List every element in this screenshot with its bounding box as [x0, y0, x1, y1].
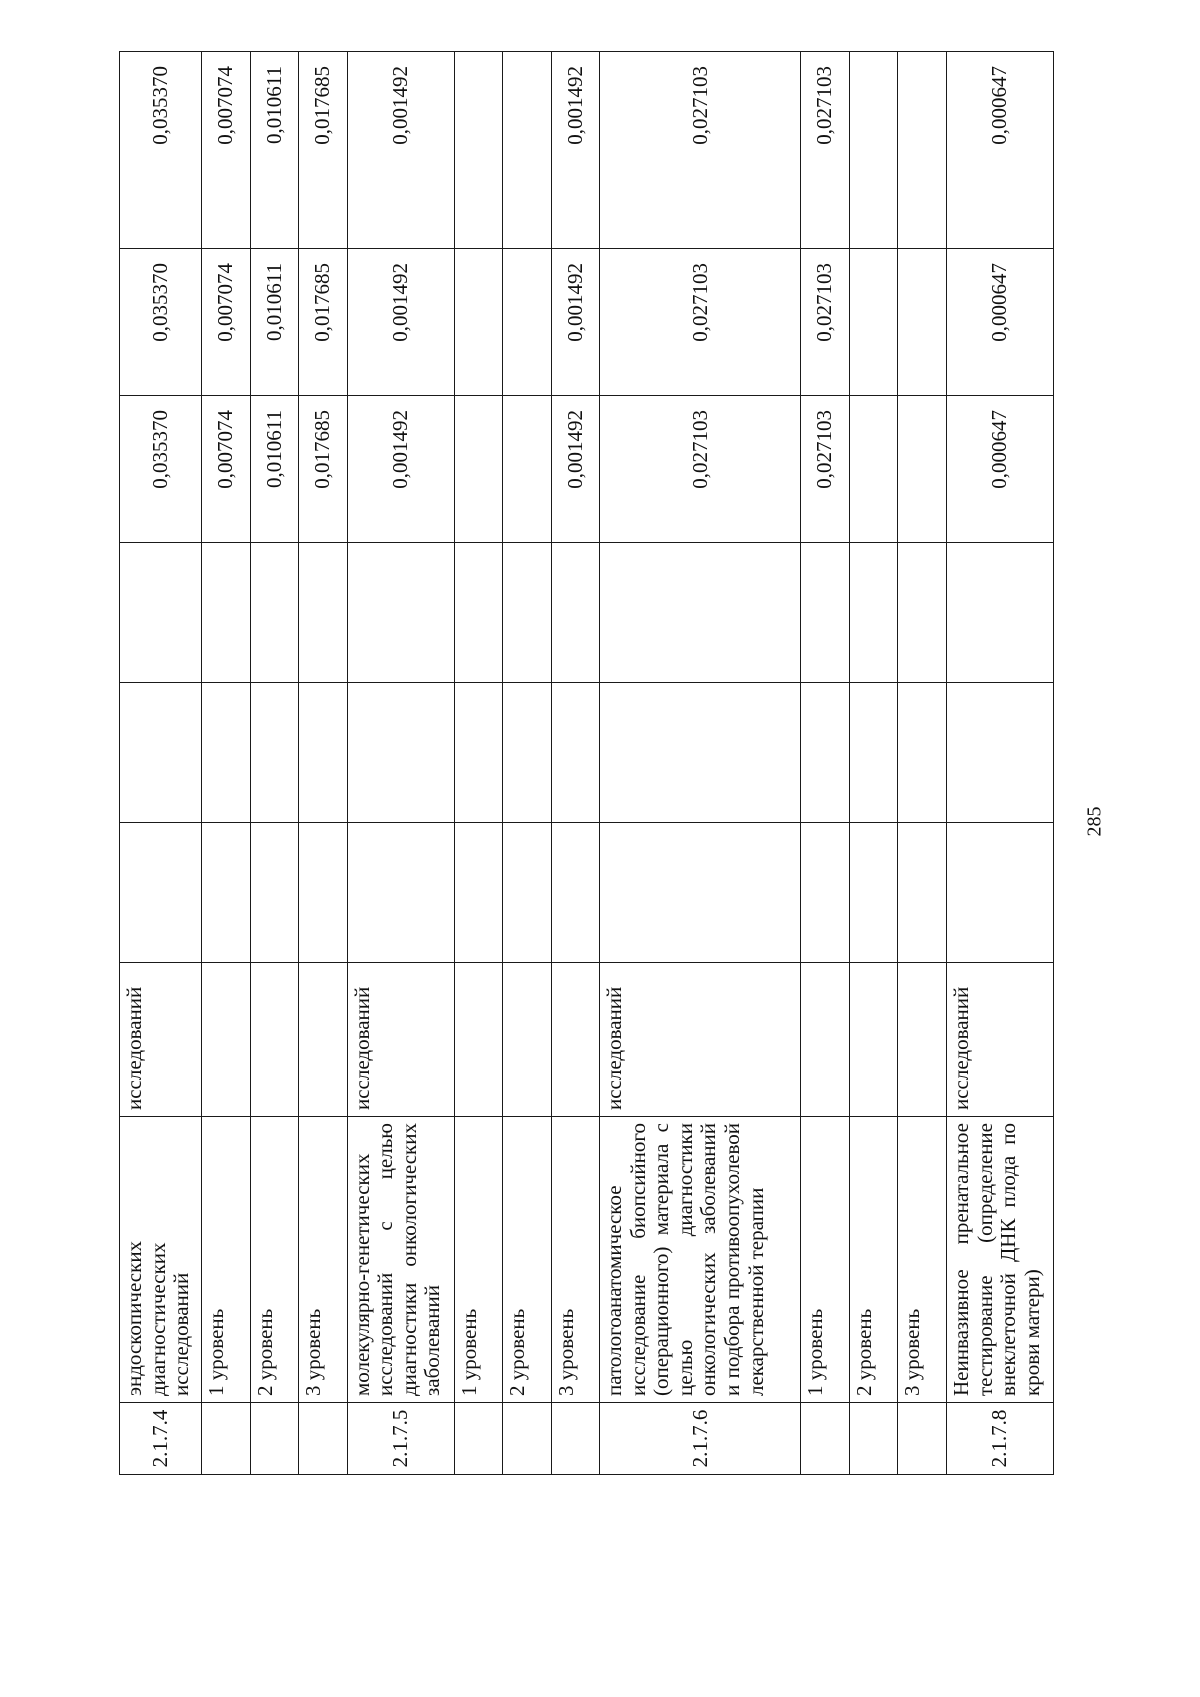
empty-cell	[849, 543, 898, 683]
empty-cell	[120, 543, 202, 683]
empty-cell	[551, 683, 600, 823]
value-cell: 0,001492	[347, 396, 454, 543]
page-number: 285	[1083, 806, 1106, 837]
empty-cell	[849, 683, 898, 823]
value-cell: 0,007074	[201, 396, 250, 543]
empty-cell	[947, 683, 1054, 823]
row-unit	[849, 963, 898, 1117]
row-description: Неинвазивное пренатальное тестирование (определение внеклеточной ДНК плода по крови матери)	[947, 1117, 1054, 1403]
row-description: 3 уровень	[898, 1117, 947, 1403]
table-row	[347, 52, 454, 1475]
empty-cell	[454, 543, 503, 683]
value-cell: 0,000647	[947, 249, 1054, 396]
table-row	[250, 52, 299, 1475]
empty-cell	[849, 823, 898, 963]
empty-cell	[801, 683, 850, 823]
value-cell: 0,000647	[947, 52, 1054, 249]
row-unit	[898, 963, 947, 1117]
value-cell: 0,010611	[250, 396, 299, 543]
empty-cell	[947, 823, 1054, 963]
empty-cell	[250, 683, 299, 823]
value-cell: 0,027103	[801, 249, 850, 396]
value-cell	[898, 52, 947, 249]
value-cell: 0,035370	[120, 249, 202, 396]
rotated-table-container	[119, 52, 1054, 1475]
empty-cell	[347, 683, 454, 823]
value-cell	[503, 249, 552, 396]
row-description: 3 уровень	[299, 1117, 348, 1403]
empty-cell	[600, 823, 801, 963]
row-description: молекулярно-генетических исследований с целью диагностики онкологических заболеваний	[347, 1117, 454, 1403]
value-cell: 0,027103	[801, 52, 850, 249]
row-unit	[551, 963, 600, 1117]
row-code: 2.1.7.4	[120, 1403, 202, 1475]
row-code	[801, 1403, 850, 1475]
empty-cell	[201, 683, 250, 823]
table-row	[551, 52, 600, 1475]
value-cell: 0,027103	[600, 396, 801, 543]
empty-cell	[454, 683, 503, 823]
empty-cell	[947, 543, 1054, 683]
empty-cell	[347, 823, 454, 963]
empty-cell	[551, 543, 600, 683]
table-row	[201, 52, 250, 1475]
empty-cell	[600, 683, 801, 823]
row-code	[551, 1403, 600, 1475]
value-cell: 0,001492	[347, 52, 454, 249]
value-cell	[503, 52, 552, 249]
row-description: 2 уровень	[503, 1117, 552, 1403]
value-cell: 0,027103	[801, 396, 850, 543]
empty-cell	[503, 823, 552, 963]
row-code: 2.1.7.8	[947, 1403, 1054, 1475]
value-cell: 0,010611	[250, 52, 299, 249]
value-cell: 0,035370	[120, 396, 202, 543]
empty-cell	[250, 543, 299, 683]
value-cell	[454, 396, 503, 543]
row-unit: исследований	[347, 963, 454, 1117]
empty-cell	[600, 543, 801, 683]
empty-cell	[454, 823, 503, 963]
empty-cell	[120, 823, 202, 963]
value-cell: 0,027103	[600, 52, 801, 249]
value-cell	[454, 52, 503, 249]
value-cell	[454, 249, 503, 396]
row-unit: исследований	[120, 963, 202, 1117]
row-description: 2 уровень	[849, 1117, 898, 1403]
table-row	[503, 52, 552, 1475]
row-unit	[454, 963, 503, 1117]
empty-cell	[250, 823, 299, 963]
value-cell: 0,010611	[250, 249, 299, 396]
row-code: 2.1.7.5	[347, 1403, 454, 1475]
table-row	[801, 52, 850, 1475]
empty-cell	[503, 683, 552, 823]
empty-cell	[898, 543, 947, 683]
value-cell: 0,035370	[120, 52, 202, 249]
value-cell	[849, 249, 898, 396]
row-unit	[801, 963, 850, 1117]
empty-cell	[201, 823, 250, 963]
row-unit	[299, 963, 348, 1117]
row-description: 1 уровень	[201, 1117, 250, 1403]
row-description: патологоанатомическое исследование биопсийного (операционного) материала с целью диагностики онкологических заболеваний и подбора противоопухолевой лекарственной терапии	[600, 1117, 801, 1403]
row-description: 1 уровень	[801, 1117, 850, 1403]
value-cell: 0,000647	[947, 396, 1054, 543]
empty-cell	[503, 543, 552, 683]
value-cell	[503, 396, 552, 543]
row-unit: исследований	[600, 963, 801, 1117]
value-cell	[898, 396, 947, 543]
row-code	[898, 1403, 947, 1475]
value-cell: 0,001492	[551, 52, 600, 249]
row-code	[250, 1403, 299, 1475]
empty-cell	[299, 543, 348, 683]
table-row	[454, 52, 503, 1475]
empty-cell	[801, 823, 850, 963]
table-row	[947, 52, 1054, 1475]
table-row	[120, 52, 202, 1475]
table-row	[849, 52, 898, 1475]
empty-cell	[299, 683, 348, 823]
value-cell	[849, 396, 898, 543]
row-code	[454, 1403, 503, 1475]
value-cell: 0,017685	[299, 249, 348, 396]
value-cell	[849, 52, 898, 249]
row-description: эндоскопических диагностических исследований	[120, 1117, 202, 1403]
value-cell: 0,017685	[299, 52, 348, 249]
empty-cell	[120, 683, 202, 823]
value-cell: 0,017685	[299, 396, 348, 543]
value-cell: 0,001492	[347, 249, 454, 396]
empty-cell	[898, 683, 947, 823]
empty-cell	[801, 543, 850, 683]
row-unit	[250, 963, 299, 1117]
table-row	[600, 52, 801, 1475]
empty-cell	[201, 543, 250, 683]
row-description: 1 уровень	[454, 1117, 503, 1403]
value-cell: 0,007074	[201, 249, 250, 396]
row-code	[849, 1403, 898, 1475]
row-description: 2 уровень	[250, 1117, 299, 1403]
table-row	[299, 52, 348, 1475]
row-unit	[201, 963, 250, 1117]
row-code	[201, 1403, 250, 1475]
value-cell: 0,007074	[201, 52, 250, 249]
row-description: 3 уровень	[551, 1117, 600, 1403]
row-code: 2.1.7.6	[600, 1403, 801, 1475]
row-unit: исследований	[947, 963, 1054, 1117]
value-cell: 0,001492	[551, 249, 600, 396]
data-table	[119, 51, 1054, 1475]
value-cell: 0,001492	[551, 396, 600, 543]
table-row	[898, 52, 947, 1475]
row-unit	[503, 963, 552, 1117]
empty-cell	[299, 823, 348, 963]
empty-cell	[898, 823, 947, 963]
value-cell: 0,027103	[600, 249, 801, 396]
row-code	[299, 1403, 348, 1475]
empty-cell	[551, 823, 600, 963]
value-cell	[898, 249, 947, 396]
empty-cell	[347, 543, 454, 683]
row-code	[503, 1403, 552, 1475]
table-body	[120, 52, 1054, 1475]
